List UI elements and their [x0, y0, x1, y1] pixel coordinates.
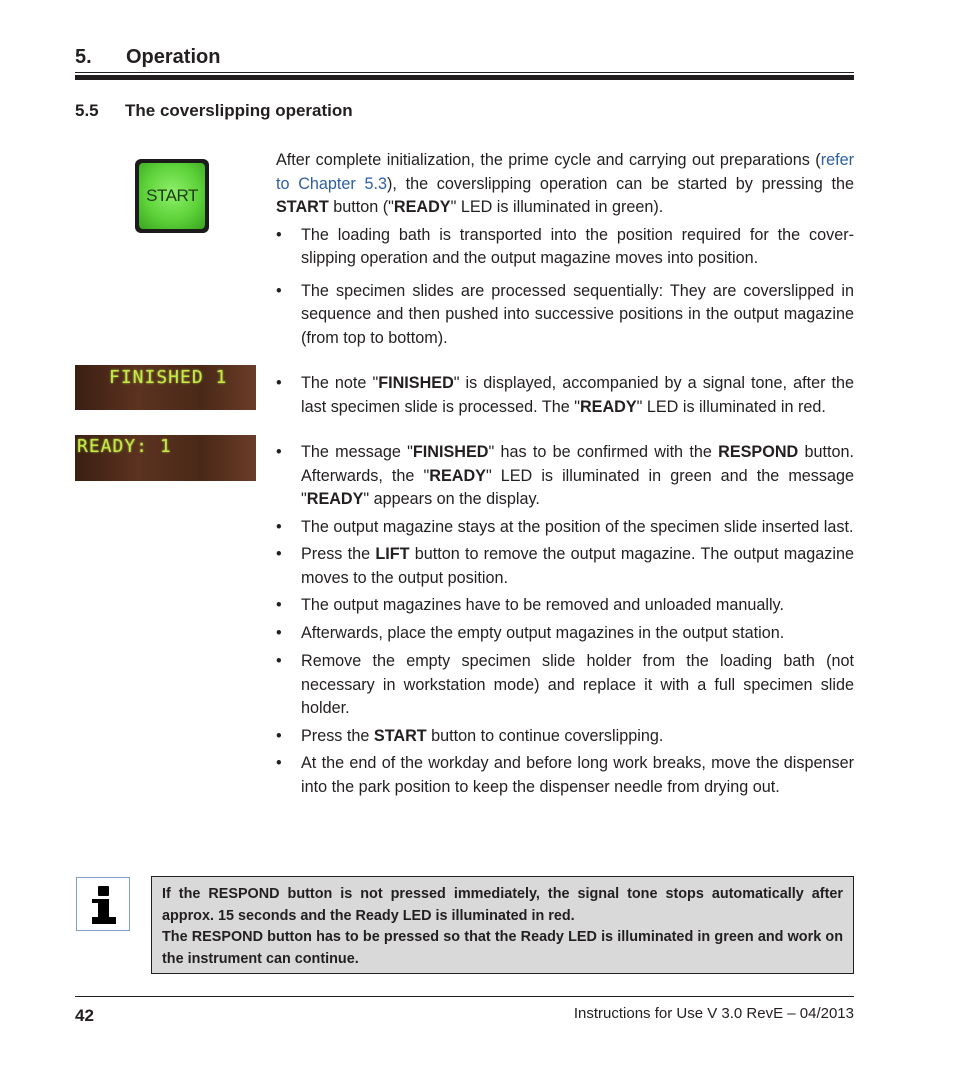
- lcd-ready-photo: [75, 435, 256, 481]
- list-item: • The output magazine stays at the position of the specimen slide inserted last.: [276, 516, 854, 540]
- note-box: [151, 876, 854, 974]
- info-icon: [76, 877, 130, 931]
- chapter-title: Operation: [126, 46, 221, 68]
- note-line-1: If the RESPOND button is not pressed immediately, the signal tone stops automatically after approx. 15 seconds and the Ready LED is illuminated in red.: [162, 886, 843, 924]
- lcd-ready-text: READY: 1: [77, 436, 172, 457]
- lcd-finished-text: FINISHED 1: [109, 367, 228, 388]
- list-item: • The note "FINISHED" is displayed, accompanied by a signal tone, after the last specimen slide is processed. The "READY" LED is illuminated in red.: [276, 372, 854, 419]
- body-text: [276, 149, 854, 799]
- list-item: • The message "FINISHED" has to be confirmed with the RESPOND button. Afterwards, the "READY" LED is illuminated in green and the message "READY" appears on the display.: [276, 441, 854, 512]
- list-item: • At the end of the workday and before long work breaks, move the dispenser into the park position to keep the dispenser needle from drying out.: [276, 752, 854, 799]
- list-item: • Press the LIFT button to remove the output magazine. The output magazine moves to the output position.: [276, 543, 854, 590]
- list-item: • The specimen slides are processed sequentially: They are coverslipped in sequence and then pushed into successive positions in the output magazine (from top to bottom).: [276, 280, 854, 351]
- chapter-link[interactable]: refer to Chapter 5.3: [276, 151, 854, 193]
- start-button-label: START: [146, 186, 198, 205]
- intro-paragraph: After complete initialization, the prime cycle and carrying out preparations (refer to Chapter 5.3), the coverslipping operation can be started by pressing the START button ("READY" LED is illuminated in green).: [276, 151, 854, 216]
- list-item: • The loading bath is transported into the position required for the cover-slipping operation and the output magazine moves into position.: [276, 224, 854, 271]
- list-item: • Remove the empty specimen slide holder from the loading bath (not necessary in workstation mode) and replace it with a full specimen slide holder.: [276, 650, 854, 721]
- section-title: The coverslipping operation: [125, 101, 353, 120]
- steps-list: [276, 224, 854, 800]
- list-item: • Press the START button to continue coverslipping.: [276, 725, 854, 749]
- footer-text: Instructions for Use V 3.0 RevE – 04/2013: [573, 1005, 854, 1022]
- lcd-finished-photo: [75, 365, 256, 410]
- page-number: 42: [75, 1006, 94, 1025]
- list-item: • Afterwards, place the empty output magazines in the output station.: [276, 622, 854, 646]
- list-item: • The output magazines have to be removed and unloaded manually.: [276, 594, 854, 618]
- footer-rule: [75, 996, 854, 997]
- header-rule-thick: [75, 75, 854, 80]
- note-line-2: The RESPOND button has to be pressed so that the Ready LED is illuminated in green and work on the instrument can continue.: [162, 929, 843, 967]
- start-button-photo: [135, 159, 209, 233]
- section-number: 5.5: [75, 101, 99, 120]
- chapter-number: 5.: [75, 46, 92, 68]
- header-rule: [75, 72, 854, 73]
